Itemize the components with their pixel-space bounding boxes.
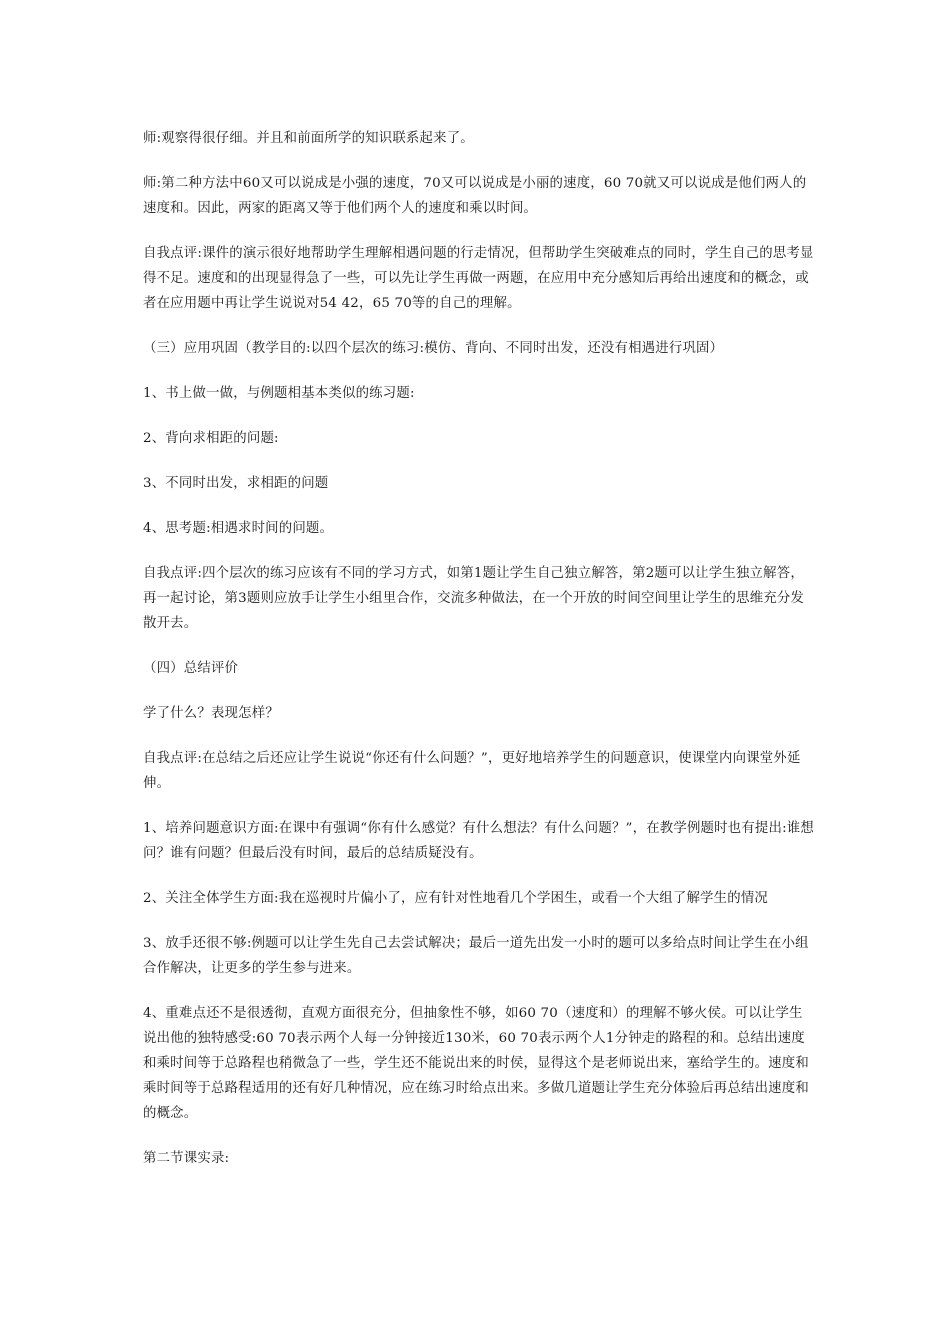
list-item-reflection-4: 4、重难点还不是很透彻，直观方面很充分，但抽象性不够，如60 70（速度和）的理解不够火侯。可以让学生说出他的独特感受:60 70表示两个人每一分钟接近130米，60 70表示两个人1分钟走的路程的和。总结出速度和乘时间等于总路程也稍微急了一些，学生还不能说出来的时侯，显得这个是老师说出来，塞给学生的。速度和乘时间等于总路程适用的还有好几种情况，应在练习时给点出来。多做几道题让学生充分体验后再总结出速度和的概念。	[143, 1006, 809, 1121]
list-item-exercise-2: 2、背向求相距的问题:	[143, 431, 279, 446]
list-item-exercise-1: 1、书上做一做，与例题相基本类似的练习题:	[143, 386, 415, 401]
list-item-reflection-3: 3、放手还很不够:例题可以让学生先自己去尝试解决；最后一道先出发一小时的题可以多给点时间让学生在小组合作解决，让更多的学生参与进来。	[143, 936, 809, 976]
paragraph-self-review-1: 自我点评:课件的演示很好地帮助学生理解相遇问题的行走情况，但帮助学生突破难点的同时，学生自己的思考显得不足。速度和的出现显得急了一些，可以先让学生再做一两题，在应用中充分感知后再给出速度和的概念，或者在应用题中再让学生说说对54 42，65 70等的自己的理解。	[143, 246, 814, 311]
section-heading-summary: （四）总结评价	[143, 661, 239, 676]
paragraph-summary-question: 学了什么？表现怎样？	[143, 706, 279, 721]
list-item-exercise-3: 3、不同时出发，求相距的问题	[143, 476, 329, 491]
list-item-reflection-1: 1、培养问题意识方面:在课中有强调“你有什么感觉？有什么想法？有什么问题？”，在教学例题时也有提出:谁想问？谁有问题？但最后没有时间，最后的总结质疑没有。	[143, 821, 814, 861]
document-body	[143, 126, 815, 1171]
section-heading-application: （三）应用巩固（教学目的:以四个层次的练习:模仿、背向、不同时出发，还没有相遇进行巩固）	[143, 341, 724, 356]
paragraph-self-review-2: 自我点评:四个层次的练习应该有不同的学习方式，如第1题让学生自己独立解答，第2题可以让学生独立解答，再一起讨论，第3题则应放手让学生小组里合作，交流多种做法，在一个开放的时间空间里让学生的思维充分发散开去。	[143, 566, 805, 631]
list-item-reflection-2: 2、关注全体学生方面:我在巡视时片偏小了，应有针对性地看几个学困生，或看一个大组了解学生的情况	[143, 891, 769, 906]
paragraph-teacher-remark-1: 师:观察得很仔细。并且和前面所学的知识联系起来了。	[143, 131, 474, 146]
paragraph-teacher-remark-2: 师:第二种方法中60又可以说成是小强的速度，70又可以说成是小丽的速度，60 70就又可以说成是他们两人的速度和。因此，两家的距离又等于他们两个人的速度和乘以时间。	[143, 176, 807, 216]
paragraph-self-review-3: 自我点评:在总结之后还应让学生说说“你还有什么问题？”，更好地培养学生的问题意识，使课堂内向课堂外延伸。	[143, 751, 801, 791]
list-item-exercise-4: 4、思考题:相遇求时间的问题。	[143, 521, 334, 536]
section-heading-second-lesson: 第二节课实录:	[143, 1151, 230, 1166]
